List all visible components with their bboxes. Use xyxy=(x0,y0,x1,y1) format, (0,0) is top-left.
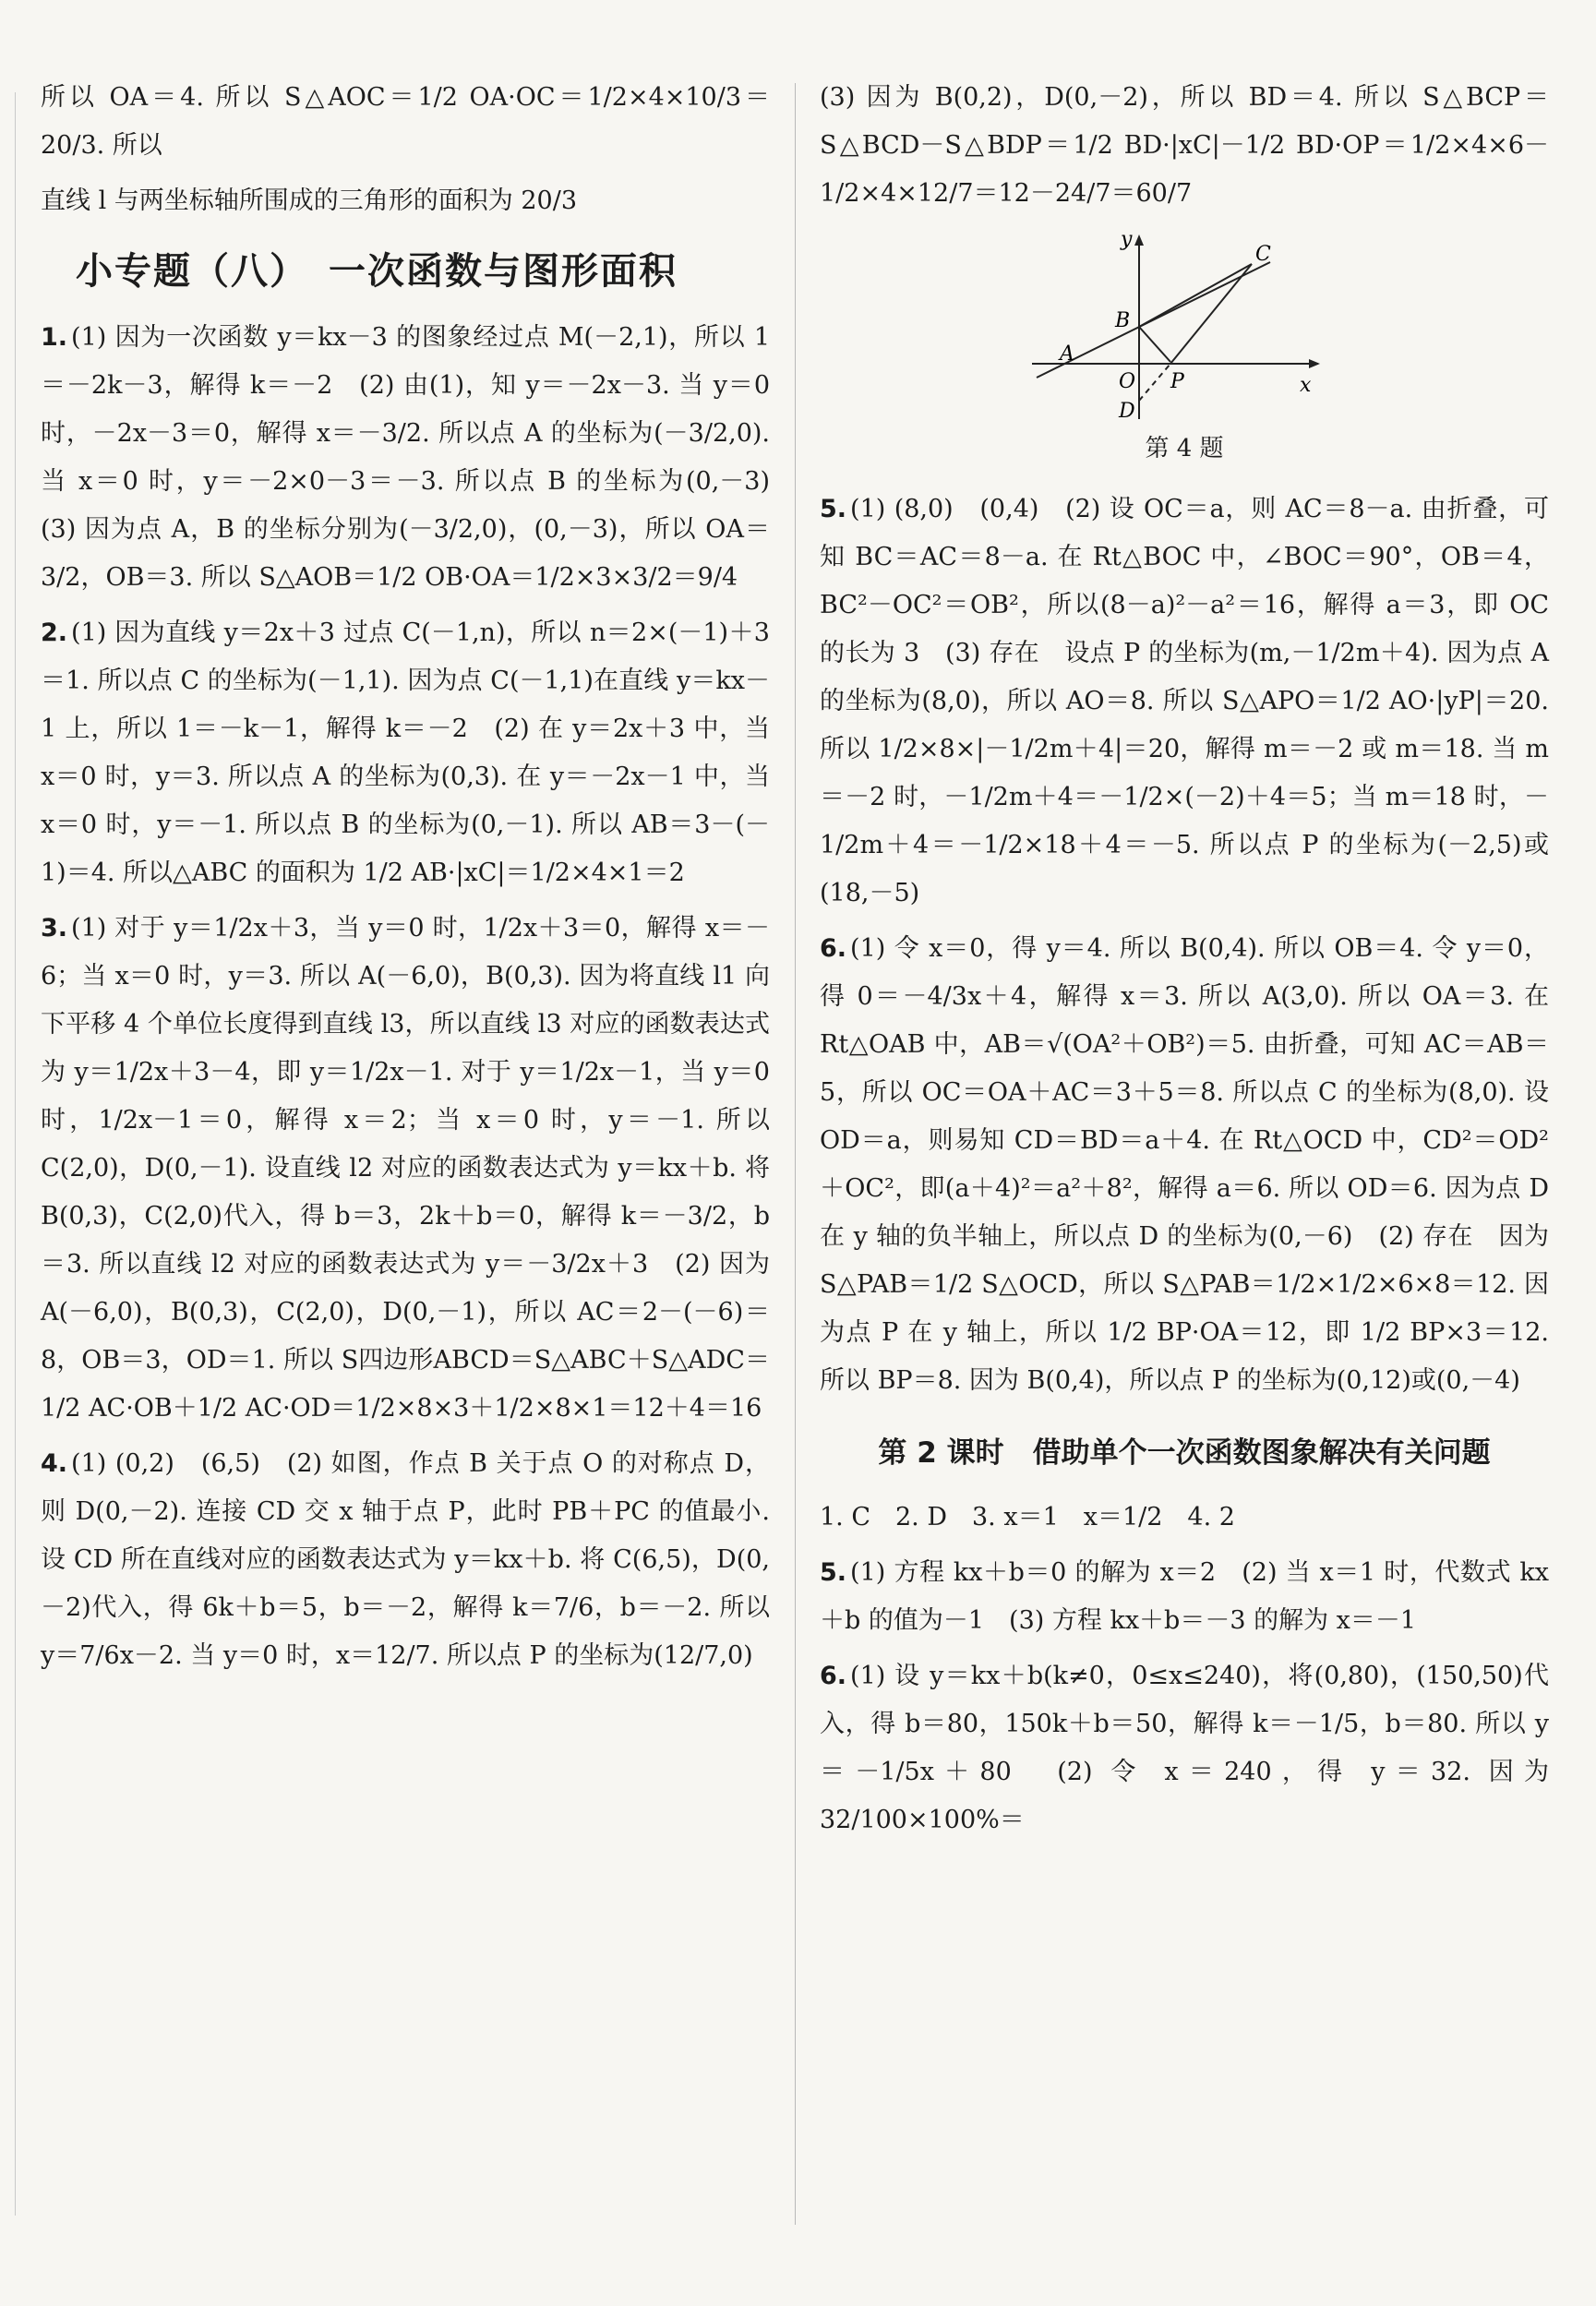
intro-line-1: 所以 OA＝4. 所以 S△AOC＝1/2 OA·OC＝1/2×4×10/3＝20/3. 所以 xyxy=(41,83,770,160)
problem-number: 6. xyxy=(820,934,847,963)
figure-problem-4 xyxy=(820,225,1549,474)
problem-text: (1) (8,0) (0,4) (2) 设 OC＝a，则 AC＝8－a. 由折叠，可知 BC＝AC＝8－a. 在 Rt△BOC 中，∠BOC＝90°，OB＝4，BC²－OC²＝OB²，所以(8－a)²－a²＝16，解得 a＝3，即 OC 的长为 3 (3) 存在 设点 P 的坐标为(m,－1/2m＋4). 因为点 A 的坐标为(8,0)，所以 AO＝8. 所以 S△APO＝1/2 AO·|yP|＝20. 所以 1/2×8×|－1/2m＋4|＝20，解得 m＝－2 或 m＝18. 当 m＝－2 时，－1/2m＋4＝－1/2×(－2)＋4＝5；当 m＝18 时，－1/2m＋4＝－1/2×18＋4＝－5. 所以点 P 的坐标为(－2,5)或(18,－5) xyxy=(820,495,1549,907)
column-divider xyxy=(795,83,796,2225)
problem-4 xyxy=(41,1440,770,1680)
problem-number: 3. xyxy=(41,914,68,943)
lesson-title: 第 2 课时 借助单个一次函数图象解决有关问题 xyxy=(878,1436,1491,1470)
label-O: O xyxy=(1119,370,1136,393)
problem-number: 5. xyxy=(820,495,847,523)
coordinate-diagram xyxy=(1023,225,1355,428)
label-P: P xyxy=(1170,370,1184,393)
left-column xyxy=(41,74,795,1687)
answers-line: 1. C 2. D 3. x＝1 x＝1/2 4. 2 xyxy=(820,1503,1235,1531)
label-x: x xyxy=(1300,374,1312,397)
label-D: D xyxy=(1119,400,1135,423)
figure-caption: 第 4 题 xyxy=(1145,435,1224,462)
problem-number: 2. xyxy=(41,619,68,647)
problem-number: 6. xyxy=(820,1662,847,1690)
problem-text: (1) 因为直线 y＝2x＋3 过点 C(－1,n)，所以 n＝2×(－1)＋3＝1. 所以点 C 的坐标为(－1,1). 因为点 C(－1,1)在直线 y＝kx－1 上，所以 1＝－k－1，解得 k＝－2 (2) 在 y＝2x＋3 中，当 x＝0 时，y＝3. 所以点 A 的坐标为(0,3). 在 y＝－2x－1 中，当 x＝0 时，y＝－1. 所以点 B 的坐标为(0,－1). 所以 AB＝3－(－1)＝4. 所以△ABC 的面积为 1/2 AB·|xC|＝1/2×4×1＝2 xyxy=(41,619,770,887)
label-C: C xyxy=(1255,243,1271,266)
problem-text: (1) (0,2) (6,5) (2) 如图，作点 B 关于点 O 的对称点 D，则 D(0,－2). 连接 CD 交 x 轴于点 P，此时 PB＋PC 的值最小. 设 CD 所在直线对应的函数表达式为 y＝kx＋b. 将 C(6,5)，D(0,－2)代入，得 6k＋b＝5，b＝－2，解得 k＝7/6，b＝－2. 所以 y＝7/6x－2. 当 y＝0 时，x＝12/7. 所以点 P 的坐标为(12/7,0) xyxy=(41,1449,770,1670)
label-y: y xyxy=(1121,228,1133,251)
problem-1 xyxy=(41,314,795,602)
label-B: B xyxy=(1115,309,1131,332)
right-column xyxy=(820,74,1549,1852)
problem-number: 5. xyxy=(820,1558,847,1587)
problem-text: (1) 因为一次函数 y＝kx－3 的图象经过点 M(－2,1)，所以 1＝－2k－3，解得 k＝－2 (2) 由(1)，知 y＝－2x－3. 当 y＝0 时，－2x－3＝0，解得 x＝－3/2. 所以点 A 的坐标为(－3/2,0). 当 x＝0 时，y＝－2×0－3＝－3. 所以点 B 的坐标为(0,－3) (3) 因为点 A，B 的坐标分别为(－3/2,0)，(0,－3)，所以 OA＝3/2，OB＝3. 所以 S△AOB＝1/2 OB·OA＝1/2×3×3/2＝9/4 xyxy=(41,323,795,592)
problem-text: (1) 方程 kx＋b＝0 的解为 x＝2 (2) 当 x＝1 时，代数式 kx＋b 的值为－1 (3) 方程 kx＋b＝－3 的解为 x＝－1 xyxy=(820,1558,1549,1635)
intro-line-2: 直线 l 与两坐标轴所围成的三角形的面积为 20/3 xyxy=(41,186,578,215)
problem-4-continuation: (3) 因为 B(0,2)，D(0,－2)，所以 BD＝4. 所以 S△BCP＝S△BCD－S△BDP＝1/2 BD·|xC|－1/2 BD·OP＝1/2×4×6－1/2×4×12/7＝12－24/7＝60/7 xyxy=(820,83,1549,208)
problem-5 xyxy=(820,486,1549,918)
problem-2 xyxy=(41,609,770,897)
problem-number: 4. xyxy=(41,1449,68,1478)
page-edge-line xyxy=(15,92,16,2216)
label-A: A xyxy=(1060,342,1074,366)
problem-text: (1) 令 x＝0，得 y＝4. 所以 B(0,4). 所以 OB＝4. 令 y＝0，得 0＝－4/3x＋4，解得 x＝3. 所以 A(3,0). 所以 OA＝3. 在 Rt△OAB 中，AB＝√(OA²＋OB²)＝5. 由折叠，可知 AC＝AB＝5，所以 OC＝OA＋AC＝3＋5＝8. 所以点 C 的坐标为(8,0). 设 OD＝a，则易知 CD＝BD＝a＋4. 在 Rt△OCD 中，CD²＝OD²＋OC²，即(a＋4)²＝a²＋8²，解得 a＝6. 所以 OD＝6. 因为点 D 在 y 轴的负半轴上，所以点 D 的坐标为(0,－6) (2) 存在 因为 S△PAB＝1/2 S△OCD，所以 S△PAB＝1/2×1/2×6×8＝12. 因为点 P 在 y 轴上，所以 1/2 BP·OA＝12，即 1/2 BP×3＝12. 所以 BP＝8. 因为 B(0,4)，所以点 P 的坐标为(0,12)或(0,－4) xyxy=(820,934,1549,1395)
problem-text: (1) 对于 y＝1/2x＋3，当 y＝0 时，1/2x＋3＝0，解得 x＝－6；当 x＝0 时，y＝3. 所以 A(－6,0)，B(0,3). 因为将直线 l1 向下平移 4 个单位长度得到直线 l3，所以直线 l3 对应的函数表达式为 y＝1/2x＋3－4，即 y＝1/2x－1. 对于 y＝1/2x－1，当 y＝0 时，1/2x－1＝0，解得 x＝2；当 x＝0 时，y＝－1. 所以 C(2,0)，D(0,－1). 设直线 l2 对应的函数表达式为 y＝kx＋b. 将 B(0,3)，C(2,0)代入，得 b＝3，2k＋b＝0，解得 k＝－3/2，b＝3. 所以直线 l2 对应的函数表达式为 y＝－3/2x＋3 (2) 因为 A(－6,0)，B(0,3)，C(2,0)，D(0,－1)，所以 AC＝2－(－6)＝8，OB＝3，OD＝1. 所以 S四边形ABCD＝S△ABC＋S△ADC＝1/2 AC·OB＋1/2 AC·OD＝1/2×8×3＋1/2×8×1＝12＋4＝16 xyxy=(41,914,770,1423)
section-title: 小专题（八） 一次函数与图形面积 xyxy=(76,250,678,293)
problem-number: 1. xyxy=(41,323,68,352)
problem-text: (1) 设 y＝kx＋b(k≠0，0≤x≤240)，将(0,80)，(150,50)代入，得 b＝80，150k＋b＝50，解得 k＝－1/5，b＝80. 所以 y＝－1/5x＋80 (2) 令 x＝240，得 y＝32. 因为 32/100×100%＝ xyxy=(820,1662,1549,1834)
problem-6 xyxy=(820,925,1549,1405)
lesson-problem-5 xyxy=(820,1549,1549,1645)
lesson-problem-6 xyxy=(820,1652,1549,1844)
problem-3 xyxy=(41,905,770,1433)
